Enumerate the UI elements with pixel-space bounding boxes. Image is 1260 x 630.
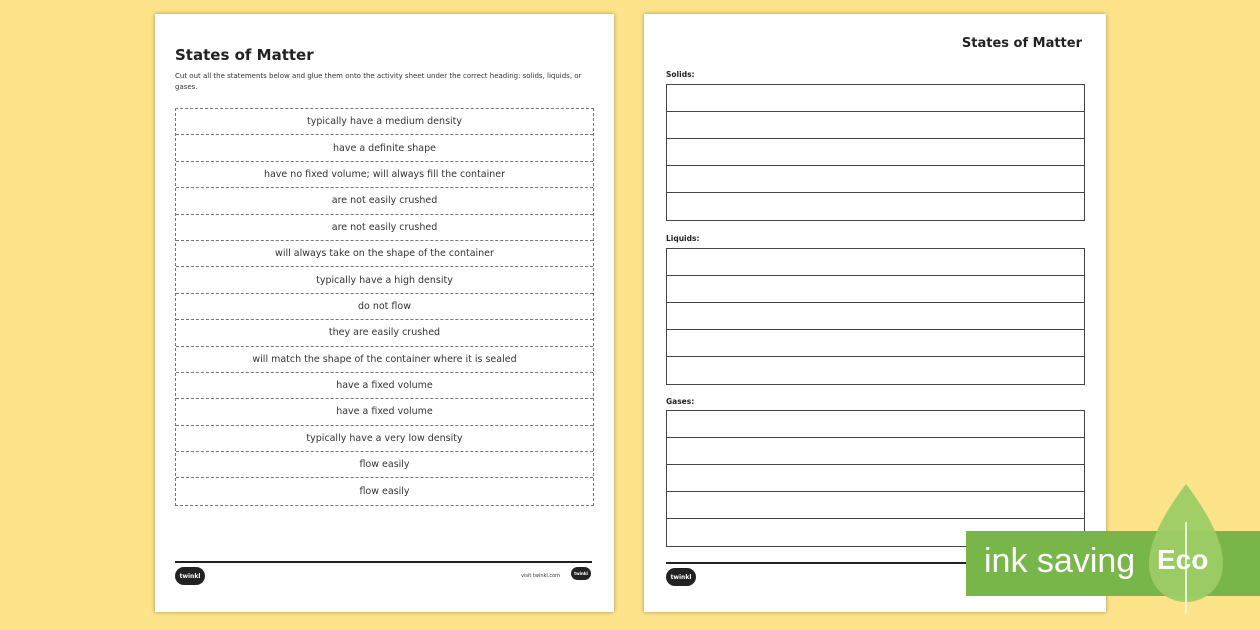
section-label-liquids: Liquids:: [666, 234, 700, 243]
liquids-lines: [666, 248, 1085, 385]
answer-line: [667, 438, 1084, 465]
eco-label: Eco: [1157, 544, 1209, 575]
worksheet-cut-page: [155, 14, 614, 612]
statement-item: flow easily: [359, 486, 410, 498]
statement-item: typically have a medium density: [176, 109, 593, 135]
answer-line: [667, 357, 1084, 384]
answer-line: [667, 330, 1084, 357]
gases-lines: [666, 410, 1085, 547]
answer-line: [667, 492, 1084, 519]
answer-line: [667, 193, 1084, 220]
statement-item: have no fixed volume; will always fill the container: [176, 162, 593, 188]
statement-item: do not flow: [176, 294, 593, 320]
statement-item: have a definite shape: [176, 135, 593, 161]
statement-item: are not easily crushed: [176, 188, 593, 214]
solids-lines: [666, 84, 1085, 221]
answer-line: [667, 465, 1084, 492]
statement-item: typically have a high density: [176, 267, 593, 293]
answer-line: [667, 303, 1084, 330]
worksheet-activity-page: [644, 14, 1106, 612]
footer-divider: [175, 561, 592, 563]
statement-item: typically have a very low density: [176, 426, 593, 452]
twinkl-small-logo: twinkl: [571, 567, 591, 580]
instructions-text: Cut out all the statements below and glue them onto the activity sheet under the correct heading: solids, liquids, or gases.: [175, 72, 582, 91]
statement-item: flow easily: [176, 452, 593, 478]
answer-line: [667, 139, 1084, 166]
page-title: States of Matter: [175, 46, 314, 64]
answer-line: [667, 249, 1084, 276]
twinkl-logo: twinkl: [666, 568, 696, 586]
answer-line: [667, 276, 1084, 303]
ink-saving-text: ink saving: [984, 542, 1136, 580]
twinkl-logo: twinkl: [175, 567, 205, 585]
section-label-solids: Solids:: [666, 70, 695, 79]
answer-line: [667, 112, 1084, 139]
statement-item: are not easily crushed: [176, 215, 593, 241]
statement-item: have a fixed volume: [176, 373, 593, 399]
page-title-right: States of Matter: [961, 36, 1082, 51]
statement-item: have a fixed volume: [176, 399, 593, 425]
answer-line: [667, 411, 1084, 438]
statement-item: they are easily crushed: [176, 320, 593, 346]
statement-item: will match the shape of the container where it is sealed: [176, 347, 593, 373]
statement-list: [175, 108, 594, 506]
footer-site: visit twinkl.com: [521, 573, 561, 579]
answer-line: [667, 85, 1084, 112]
answer-line: [667, 166, 1084, 193]
statement-item: will always take on the shape of the container: [176, 241, 593, 267]
section-label-gases: Gases:: [666, 397, 695, 406]
